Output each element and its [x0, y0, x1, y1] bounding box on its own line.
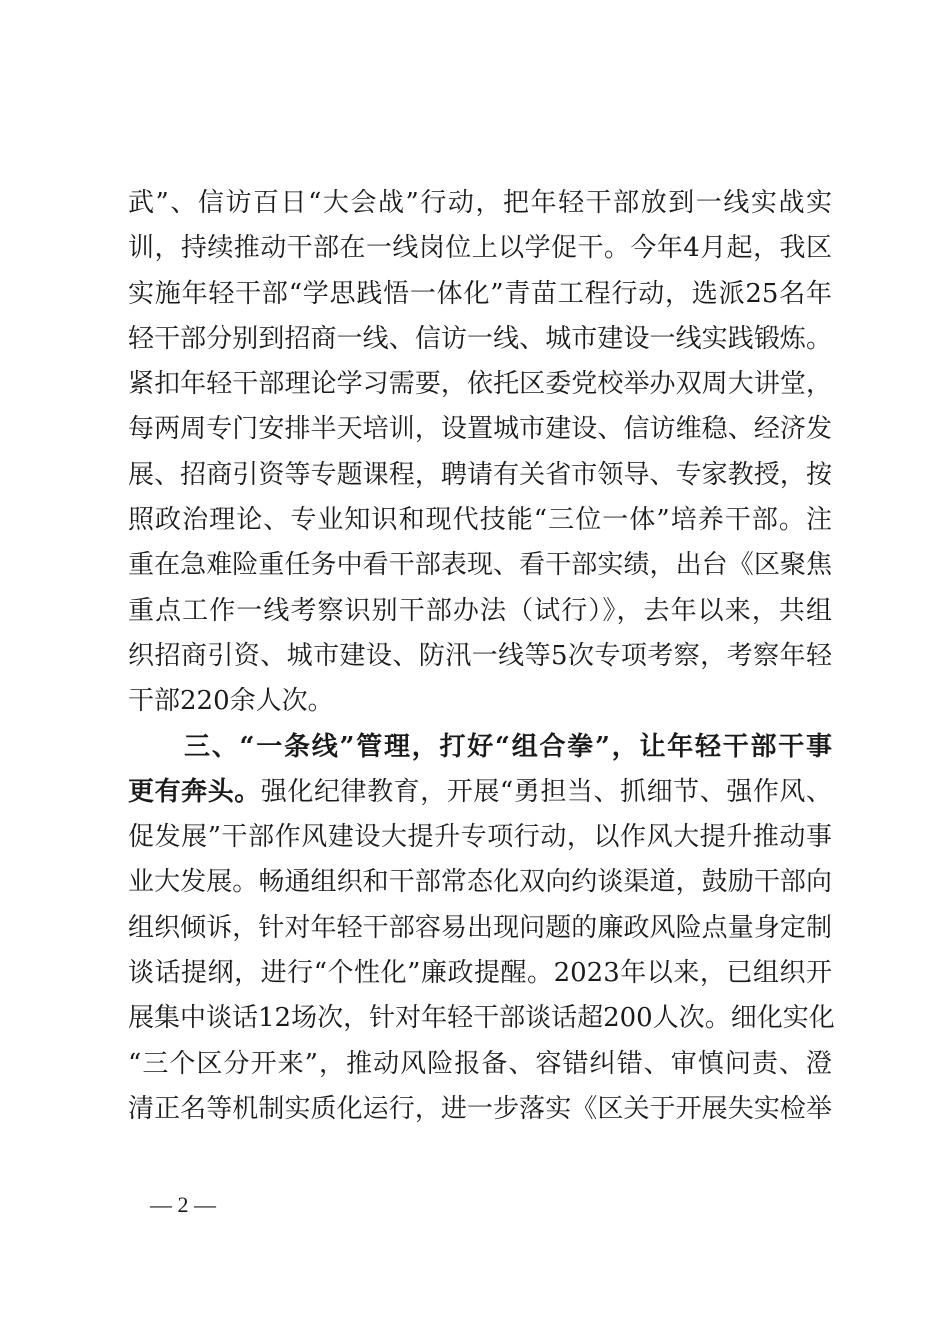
text-line: 重点工作一线考察识别干部办法（试行）》，去年以来，共组 [128, 595, 832, 626]
text-line: 谈话提纲，进行“个性化”廉政提醒。2023年以来，已组织开 [128, 958, 832, 989]
text-line: 重在急难险重任务中看干部表现、看干部实绩，出台《区聚焦 [128, 550, 832, 581]
text-line: 轻干部分别到招商一线、信访一线、城市建设一线实践锻炼。 [128, 323, 832, 354]
section-heading-end: 更有奔头。 [128, 776, 261, 807]
text-line-rest: 强化纪律教育，开展“勇担当、抓细节、强作风、 [260, 776, 832, 807]
text-line: 业大发展。畅通组织和干部常态化双向约谈渠道，鼓励干部向 [128, 867, 832, 898]
text-line [128, 770, 832, 815]
section-heading: 三、“一条线”管理，打好“组合拳”，让年轻干部干事 [184, 731, 832, 762]
text-line: 照政治理论、专业知识和现代技能“三位一体”培养干部。注 [128, 505, 832, 536]
text-line: 促发展”干部作风建设大提升专项行动，以作风大提升推动事 [128, 822, 832, 853]
text-line: 展、招商引资等专题课程，聘请有关省市领导、专家教授，按 [128, 459, 832, 490]
text-line: 武”、信访百日“大会战”行动，把年轻干部放到一线实战实 [128, 188, 832, 218]
text-line: 展集中谈话12场次，针对年轻干部谈话超200人次。细化实化 [128, 1003, 835, 1034]
body-text [128, 181, 835, 1132]
text-line: 训，持续推动干部在一线岗位上以学促干。今年4月起，我区 [128, 233, 832, 264]
text-line: 组织倾诉，针对年轻干部容易出现问题的廉政风险点量身定制 [128, 912, 832, 943]
text-line: 干部220余人次。 [128, 686, 334, 717]
text-line: 紧扣年轻干部理论学习需要，依托区委党校举办双周大讲堂， [128, 369, 832, 400]
text-line: 织招商引资、城市建设、防汛一线等5次专项考察，考察年轻 [128, 640, 832, 671]
text-line: 每两周专门安排半天培训，设置城市建设、信访维稳、经济发 [128, 414, 832, 445]
text-line: 清正名等机制实质化运行，进一步落实《区关于开展失实检举 [128, 1093, 832, 1124]
text-line: “三个区分开来”，推动风险报备、容错纠错、审慎问责、澄 [128, 1048, 832, 1079]
page-number: — 2 — [150, 1192, 216, 1217]
text-line: 实施年轻干部“学思践悟一体化”青苗工程行动，选派25名年 [128, 278, 832, 309]
